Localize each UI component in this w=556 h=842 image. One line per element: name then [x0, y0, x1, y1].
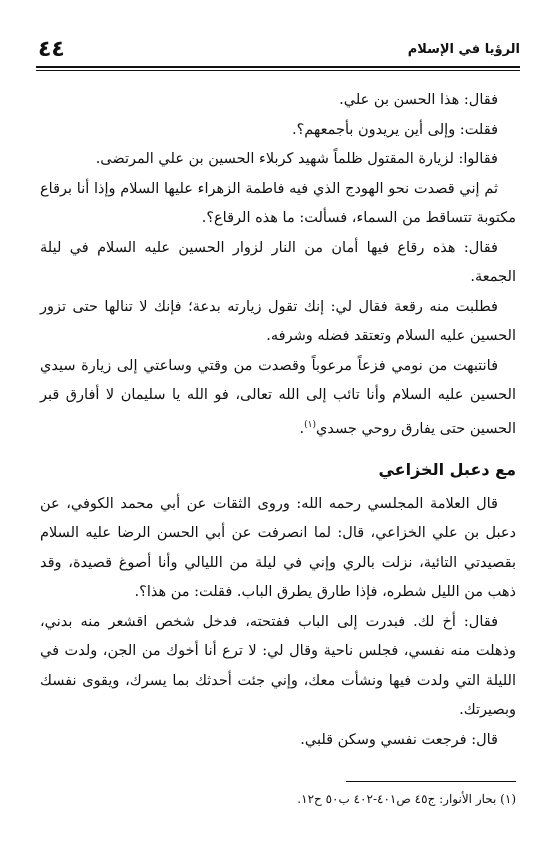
paragraph-with-footnote [40, 352, 516, 444]
body-text [40, 86, 516, 755]
footnote-rule [346, 781, 516, 782]
running-title: الرؤيا في الإسلام [407, 41, 520, 57]
footnote-marker: (١) [304, 419, 317, 430]
paragraph: فقال: أخ لك. فبدرت إلى الباب ففتحته، فدخل شخص اقشعر منه بدني، وذهلت منه نفسي، فجلس ناحية وقال لي: لا ترع أنا أخوك من الجن، ولدت في الليلة التي ولدت فيها ونشأت معك، وإني جئت أحدثك بما يسرك، ويقوى نفسك وبصيرتك. [40, 613, 516, 719]
paragraph: فقال: هذه رقاع فيها أمان من النار لزوار الحسين عليه السلام في ليلة الجمعة. [40, 239, 516, 285]
paragraph: قال: فرجعت نفسي وسكن قلبي. [300, 731, 498, 748]
paragraph: فقال: هذا الحسن بن علي. [339, 92, 498, 108]
paragraph-end: . [299, 420, 305, 437]
section-title: مع دعبل الخزاعي [378, 459, 516, 479]
paragraph: فطلبت منه رقعة فقال لي: إنك تقول زيارته بدعة؛ فإنك لا تنالها حتى تزور الحسين عليه السلام وتعتقد فضله وشرفه. [40, 298, 516, 344]
footnote: (١) بحار الأنوار: ج٤٥ ص٤٠١-٤٠٢ ب٥٠ ح١٢. [297, 792, 516, 806]
paragraph: فقلت: وإلى أين يريدون بأجمعهم؟. [291, 121, 498, 138]
paragraph: قال العلامة المجلسي رحمه الله: وروى الثقات عن أبي محمد الكوفي، عن دعبل بن علي الخزاعي، قال: لما انصرفت عن أبي الحسن الرضا عليه السلام بقصيدتي التائية، نزلت بالري وإني في ليلة من الليالي وأنا أصوغ قصيدة، وقد ذهب من الليل شطره، فإذا طارق يطرق الباب. فقلت: من هذا؟. [40, 495, 516, 601]
paragraph: ثم إني قصدت نحو الهودج الذي فيه فاطمة الزهراء عليها السلام وإذا أنا برقاع مكتوبة تتساقط من السماء، فسألت: ما هذه الرقاع؟. [40, 180, 516, 226]
header-rule-thin [36, 70, 520, 71]
page-number: ٤٤ [38, 36, 65, 62]
page-header [38, 34, 520, 64]
header-rule-thick [36, 66, 520, 68]
paragraph-text: فانتبهت من نومي فزعاً مرعوباً وقصدت من وقتي وساعتي إلى زيارة سيدي الحسين عليه السلام وأنا تائب إلى الله تعالى، فو الله يا سليمان لا أفارق قبر الحسين حتى يفارق روحي جسدي [40, 357, 516, 437]
paragraph: فقالوا: لزيارة المقتول ظلماً شهيد كربلاء الحسين بن علي المرتضى. [95, 151, 498, 167]
